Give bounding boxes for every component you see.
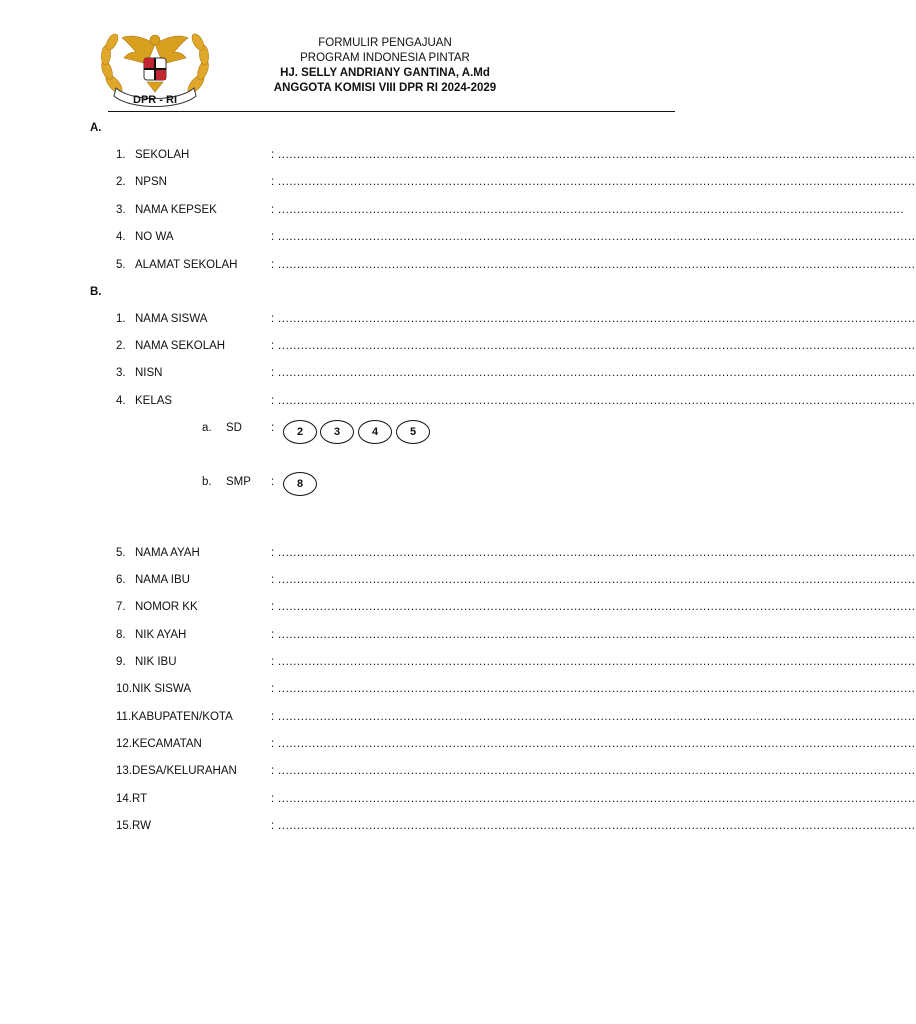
fill-line-kelas[interactable]: ........................................................................................................................................................................ [278, 395, 916, 407]
header-line-4: ANGGOTA KOMISI VIII DPR RI 2024-2029 [273, 82, 497, 94]
form-row-npsn [0, 176, 916, 192]
fill-line-nama-ibu[interactable]: ........................................................................................................................................................................ [278, 574, 916, 586]
form-row-desa-kelurahan [0, 765, 916, 781]
header-line-1: FORMULIR PENGAJUAN [318, 37, 452, 49]
form-row-nama-sekolah [0, 340, 916, 356]
row-colon: : [271, 367, 275, 379]
form-row-rt [0, 793, 916, 809]
form-row-kabupaten-kota [0, 711, 916, 727]
form-row-kecamatan [0, 738, 916, 754]
fill-line-alamat-sekolah[interactable]: ........................................................................................................................................................................ [278, 259, 916, 271]
row-colon: : [271, 259, 275, 271]
row-number: 3. [116, 204, 126, 216]
row-label: 10.NIK SISWA [116, 683, 191, 695]
form-row-sekolah [0, 149, 916, 165]
row-label: NAMA SISWA [135, 313, 208, 325]
smp-option-circle[interactable]: 8 [283, 472, 317, 496]
kelas-sd-colon: : [271, 422, 275, 434]
row-colon: : [271, 629, 275, 641]
header-divider [108, 111, 675, 112]
row-number: 5. [116, 259, 126, 271]
fill-line-desa-kelurahan[interactable]: ........................................................................................................................................................................ [278, 765, 916, 777]
row-label: 15.RW [116, 820, 151, 832]
row-number: 8. [116, 629, 126, 641]
form-row-rw [0, 820, 916, 836]
fill-line-rt[interactable]: ........................................................................................................................................................................ [278, 793, 916, 805]
row-label: NAMA IBU [135, 574, 190, 586]
form-row-nomor-kk [0, 601, 916, 617]
row-label: NO WA [135, 231, 174, 243]
row-number: 3. [116, 367, 126, 379]
row-label: NIK IBU [135, 656, 177, 668]
form-row-kelas [0, 395, 916, 411]
form-row-nik-ayah [0, 629, 916, 645]
row-number: 4. [116, 395, 126, 407]
row-label: NIK AYAH [135, 629, 187, 641]
form-header [230, 36, 540, 96]
sd-option-circle[interactable]: 2 [283, 420, 317, 444]
row-number: 2. [116, 176, 126, 188]
fill-line-nama-siswa[interactable]: ........................................................................................................................................................................ [278, 313, 916, 325]
form-row-nama-ibu [0, 574, 916, 590]
row-label: NOMOR KK [135, 601, 198, 613]
row-colon: : [271, 683, 275, 695]
row-label: 12.KECAMATAN [116, 738, 202, 750]
kelas-smp-colon: : [271, 476, 275, 488]
row-colon: : [271, 738, 275, 750]
row-label: NPSN [135, 176, 167, 188]
fill-line-nik-ibu[interactable]: ........................................................................................................................................................................ [278, 656, 916, 668]
fill-line-nisn[interactable]: ........................................................................................................................................................................ [278, 367, 916, 379]
row-colon: : [271, 204, 275, 216]
row-colon: : [271, 231, 275, 243]
row-number: 5. [116, 547, 126, 559]
form-row-nik-siswa [0, 683, 916, 699]
header-line-3: HJ. SELLY ANDRIANY GANTINA, A.Md [280, 67, 490, 79]
row-label: NAMA SEKOLAH [135, 340, 226, 352]
form-row-nisn [0, 367, 916, 383]
fill-line-rw[interactable]: ........................................................................................................................................................................ [278, 820, 916, 832]
row-number: 6. [116, 574, 126, 586]
row-number: 1. [116, 313, 126, 325]
row-colon: : [271, 395, 275, 407]
form-row-nama-siswa [0, 313, 916, 329]
fill-line-no-wa[interactable]: ........................................................................................................................................................................ [278, 231, 916, 243]
row-number: 2. [116, 340, 126, 352]
row-label: NAMA KEPSEK [135, 204, 217, 216]
row-colon: : [271, 765, 275, 777]
header-line-2: PROGRAM INDONESIA PINTAR [300, 52, 470, 64]
dpr-ri-logo [92, 22, 218, 108]
fill-line-nama-ayah[interactable]: ........................................................................................................................................................................ [278, 547, 916, 559]
kelas-sd-letter: a. [202, 422, 212, 434]
row-colon: : [271, 711, 275, 723]
row-colon: : [271, 340, 275, 352]
row-label: KELAS [135, 395, 173, 407]
fill-line-kabupaten-kota[interactable]: ........................................................................................................................................................................ [278, 711, 916, 723]
fill-line-nomor-kk[interactable]: ........................................................................................................................................................................ [278, 601, 916, 613]
sd-option-circle[interactable]: 3 [320, 420, 354, 444]
sd-option-circle[interactable]: 4 [358, 420, 392, 444]
row-label: 11.KABUPATEN/KOTA [116, 711, 233, 723]
row-colon: : [271, 547, 275, 559]
row-label: NISN [135, 367, 163, 379]
row-colon: : [271, 313, 275, 325]
row-colon: : [271, 149, 275, 161]
fill-line-kecamatan[interactable]: ........................................................................................................................................................................ [278, 738, 916, 750]
row-colon: : [271, 793, 275, 805]
row-colon: : [271, 574, 275, 586]
row-label: 14.RT [116, 793, 148, 805]
fill-line-nama-sekolah[interactable]: ........................................................................................................................................................................ [278, 340, 916, 352]
kelas-sd-label: SD [226, 422, 242, 434]
form-row-alamat-sekolah [0, 259, 916, 275]
row-label: ALAMAT SEKOLAH [135, 259, 238, 271]
row-number: 1. [116, 149, 126, 161]
row-label: 13.DESA/KELURAHAN [116, 765, 237, 777]
row-colon: : [271, 176, 275, 188]
row-number: 7. [116, 601, 126, 613]
sd-option-circle[interactable]: 5 [396, 420, 430, 444]
row-colon: : [271, 601, 275, 613]
fill-line-npsn[interactable]: ........................................................................................................................................................................ [278, 176, 916, 188]
row-colon: : [271, 820, 275, 832]
kelas-smp-letter: b. [202, 476, 212, 488]
row-number: 9. [116, 656, 126, 668]
row-label: NAMA AYAH [135, 547, 200, 559]
form-row-nik-ibu [0, 656, 916, 672]
logo-text: DPR - RI [133, 94, 177, 106]
section-b-label: B. [90, 286, 102, 298]
fill-line-nik-ayah[interactable]: ........................................................................................................................................................................ [278, 629, 916, 641]
fill-line-nama-kepsek[interactable]: ..................................................................................................................................................................... [278, 204, 905, 216]
section-a-label: A. [90, 122, 102, 134]
form-row-nama-kepsek [0, 204, 905, 220]
kelas-smp-label: SMP [226, 476, 251, 488]
row-colon: : [271, 656, 275, 668]
form-row-nama-ayah [0, 547, 916, 563]
row-label: SEKOLAH [135, 149, 190, 161]
form-row-no-wa [0, 231, 916, 247]
fill-line-sekolah[interactable]: ........................................................................................................................................................................ [278, 149, 916, 161]
fill-line-nik-siswa[interactable]: ........................................................................................................................................................................ [278, 683, 916, 695]
row-number: 4. [116, 231, 126, 243]
